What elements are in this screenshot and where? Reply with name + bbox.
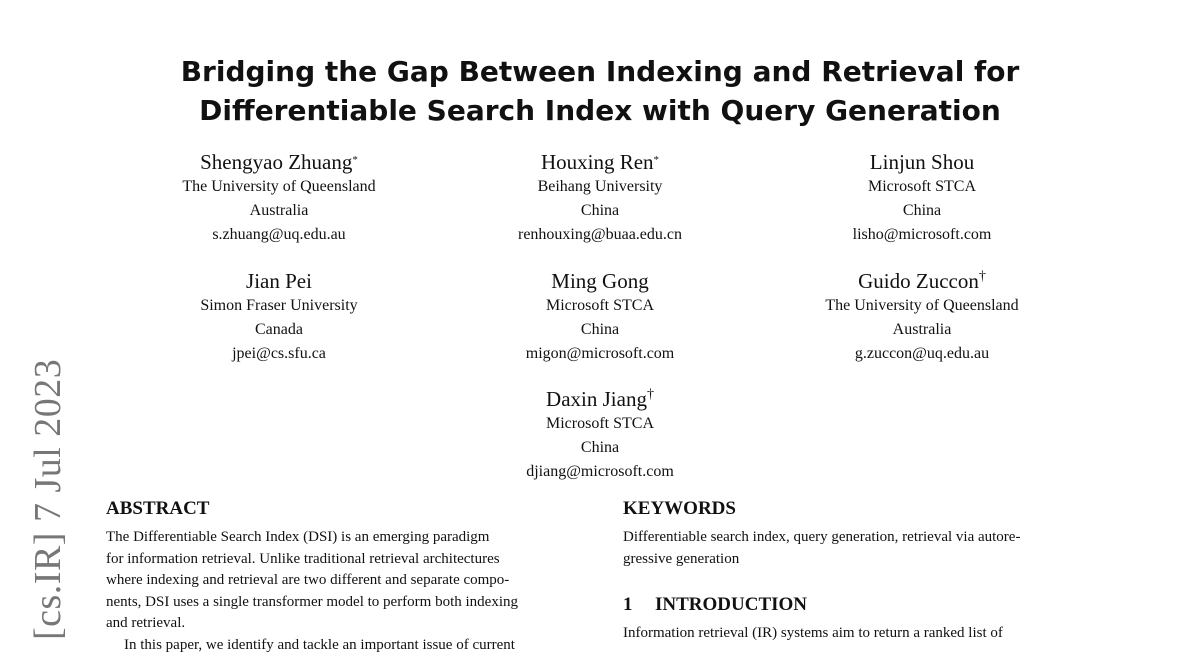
abstract-heading: ABSTRACT (106, 498, 209, 520)
author-mark: † (647, 387, 654, 402)
author-email: g.zuccon@uq.edu.au (772, 342, 1072, 366)
author-block (129, 268, 429, 366)
section-number: 1 (623, 594, 655, 616)
author-name: Linjun Shou (870, 150, 974, 174)
abstract-line: In this paper, we identify and tackle an important issue of current (106, 635, 578, 656)
keywords-line: gressive generation (623, 549, 1103, 571)
paper-title-line-2: Differentiable Search Index with Query Generation (100, 91, 1100, 130)
author-affiliation: The University of Queensland (772, 294, 1072, 318)
keywords-heading: KEYWORDS (623, 498, 736, 520)
paper-title (100, 52, 1100, 130)
author-country: China (450, 199, 750, 223)
author-block (772, 149, 1072, 247)
author-block (129, 149, 429, 247)
author-name: Daxin Jiang (546, 387, 647, 411)
author-name: Ming Gong (551, 269, 648, 293)
author-email: migon@microsoft.com (450, 342, 750, 366)
author-affiliation: Beihang University (450, 175, 750, 199)
author-affiliation: Microsoft STCA (450, 412, 750, 436)
author-block (772, 268, 1072, 366)
abstract-line: where indexing and retrieval are two different and separate compo- (106, 570, 578, 592)
author-email: renhouxing@buaa.edu.cn (450, 223, 750, 247)
author-email: jpei@cs.sfu.ca (129, 342, 429, 366)
author-affiliation: The University of Queensland (129, 175, 429, 199)
author-name: Jian Pei (246, 269, 312, 293)
author-email: lisho@microsoft.com (772, 223, 1072, 247)
author-country: China (450, 436, 750, 460)
paper-title-line-1: Bridging the Gap Between Indexing and Retrieval for (100, 52, 1100, 91)
author-name: Guido Zuccon (858, 269, 979, 293)
author-country: Australia (772, 318, 1072, 342)
author-mark: * (352, 154, 358, 166)
author-mark: † (979, 269, 986, 284)
author-block (450, 386, 750, 484)
author-name: Shengyao Zhuang (200, 150, 352, 174)
arxiv-identifier-stamp: [cs.IR] 7 Jul 2023 (26, 359, 70, 640)
author-country: China (772, 199, 1072, 223)
abstract-line: for information retrieval. Unlike traditional retrieval architectures (106, 549, 578, 571)
author-affiliation: Microsoft STCA (450, 294, 750, 318)
author-name: Houxing Ren (541, 150, 654, 174)
author-mark: * (654, 154, 660, 166)
abstract-body (106, 527, 578, 656)
author-email: djiang@microsoft.com (450, 460, 750, 484)
abstract-line: and retrieval. (106, 613, 578, 635)
author-country: Canada (129, 318, 429, 342)
section-title: INTRODUCTION (655, 594, 807, 615)
author-block (450, 268, 750, 366)
author-affiliation: Microsoft STCA (772, 175, 1072, 199)
abstract-line: nents, DSI uses a single transformer model to perform both indexing (106, 592, 578, 614)
abstract-line: The Differentiable Search Index (DSI) is an emerging paradigm (106, 527, 578, 549)
author-affiliation: Simon Fraser University (129, 294, 429, 318)
author-block (450, 149, 750, 247)
keywords-line: Differentiable search index, query generation, retrieval via autore- (623, 527, 1103, 549)
introduction-body (623, 623, 1103, 645)
author-country: China (450, 318, 750, 342)
introduction-heading (623, 594, 807, 616)
keywords-body (623, 527, 1103, 570)
author-email: s.zhuang@uq.edu.au (129, 223, 429, 247)
introduction-line: Information retrieval (IR) systems aim to return a ranked list of (623, 623, 1103, 645)
author-country: Australia (129, 199, 429, 223)
